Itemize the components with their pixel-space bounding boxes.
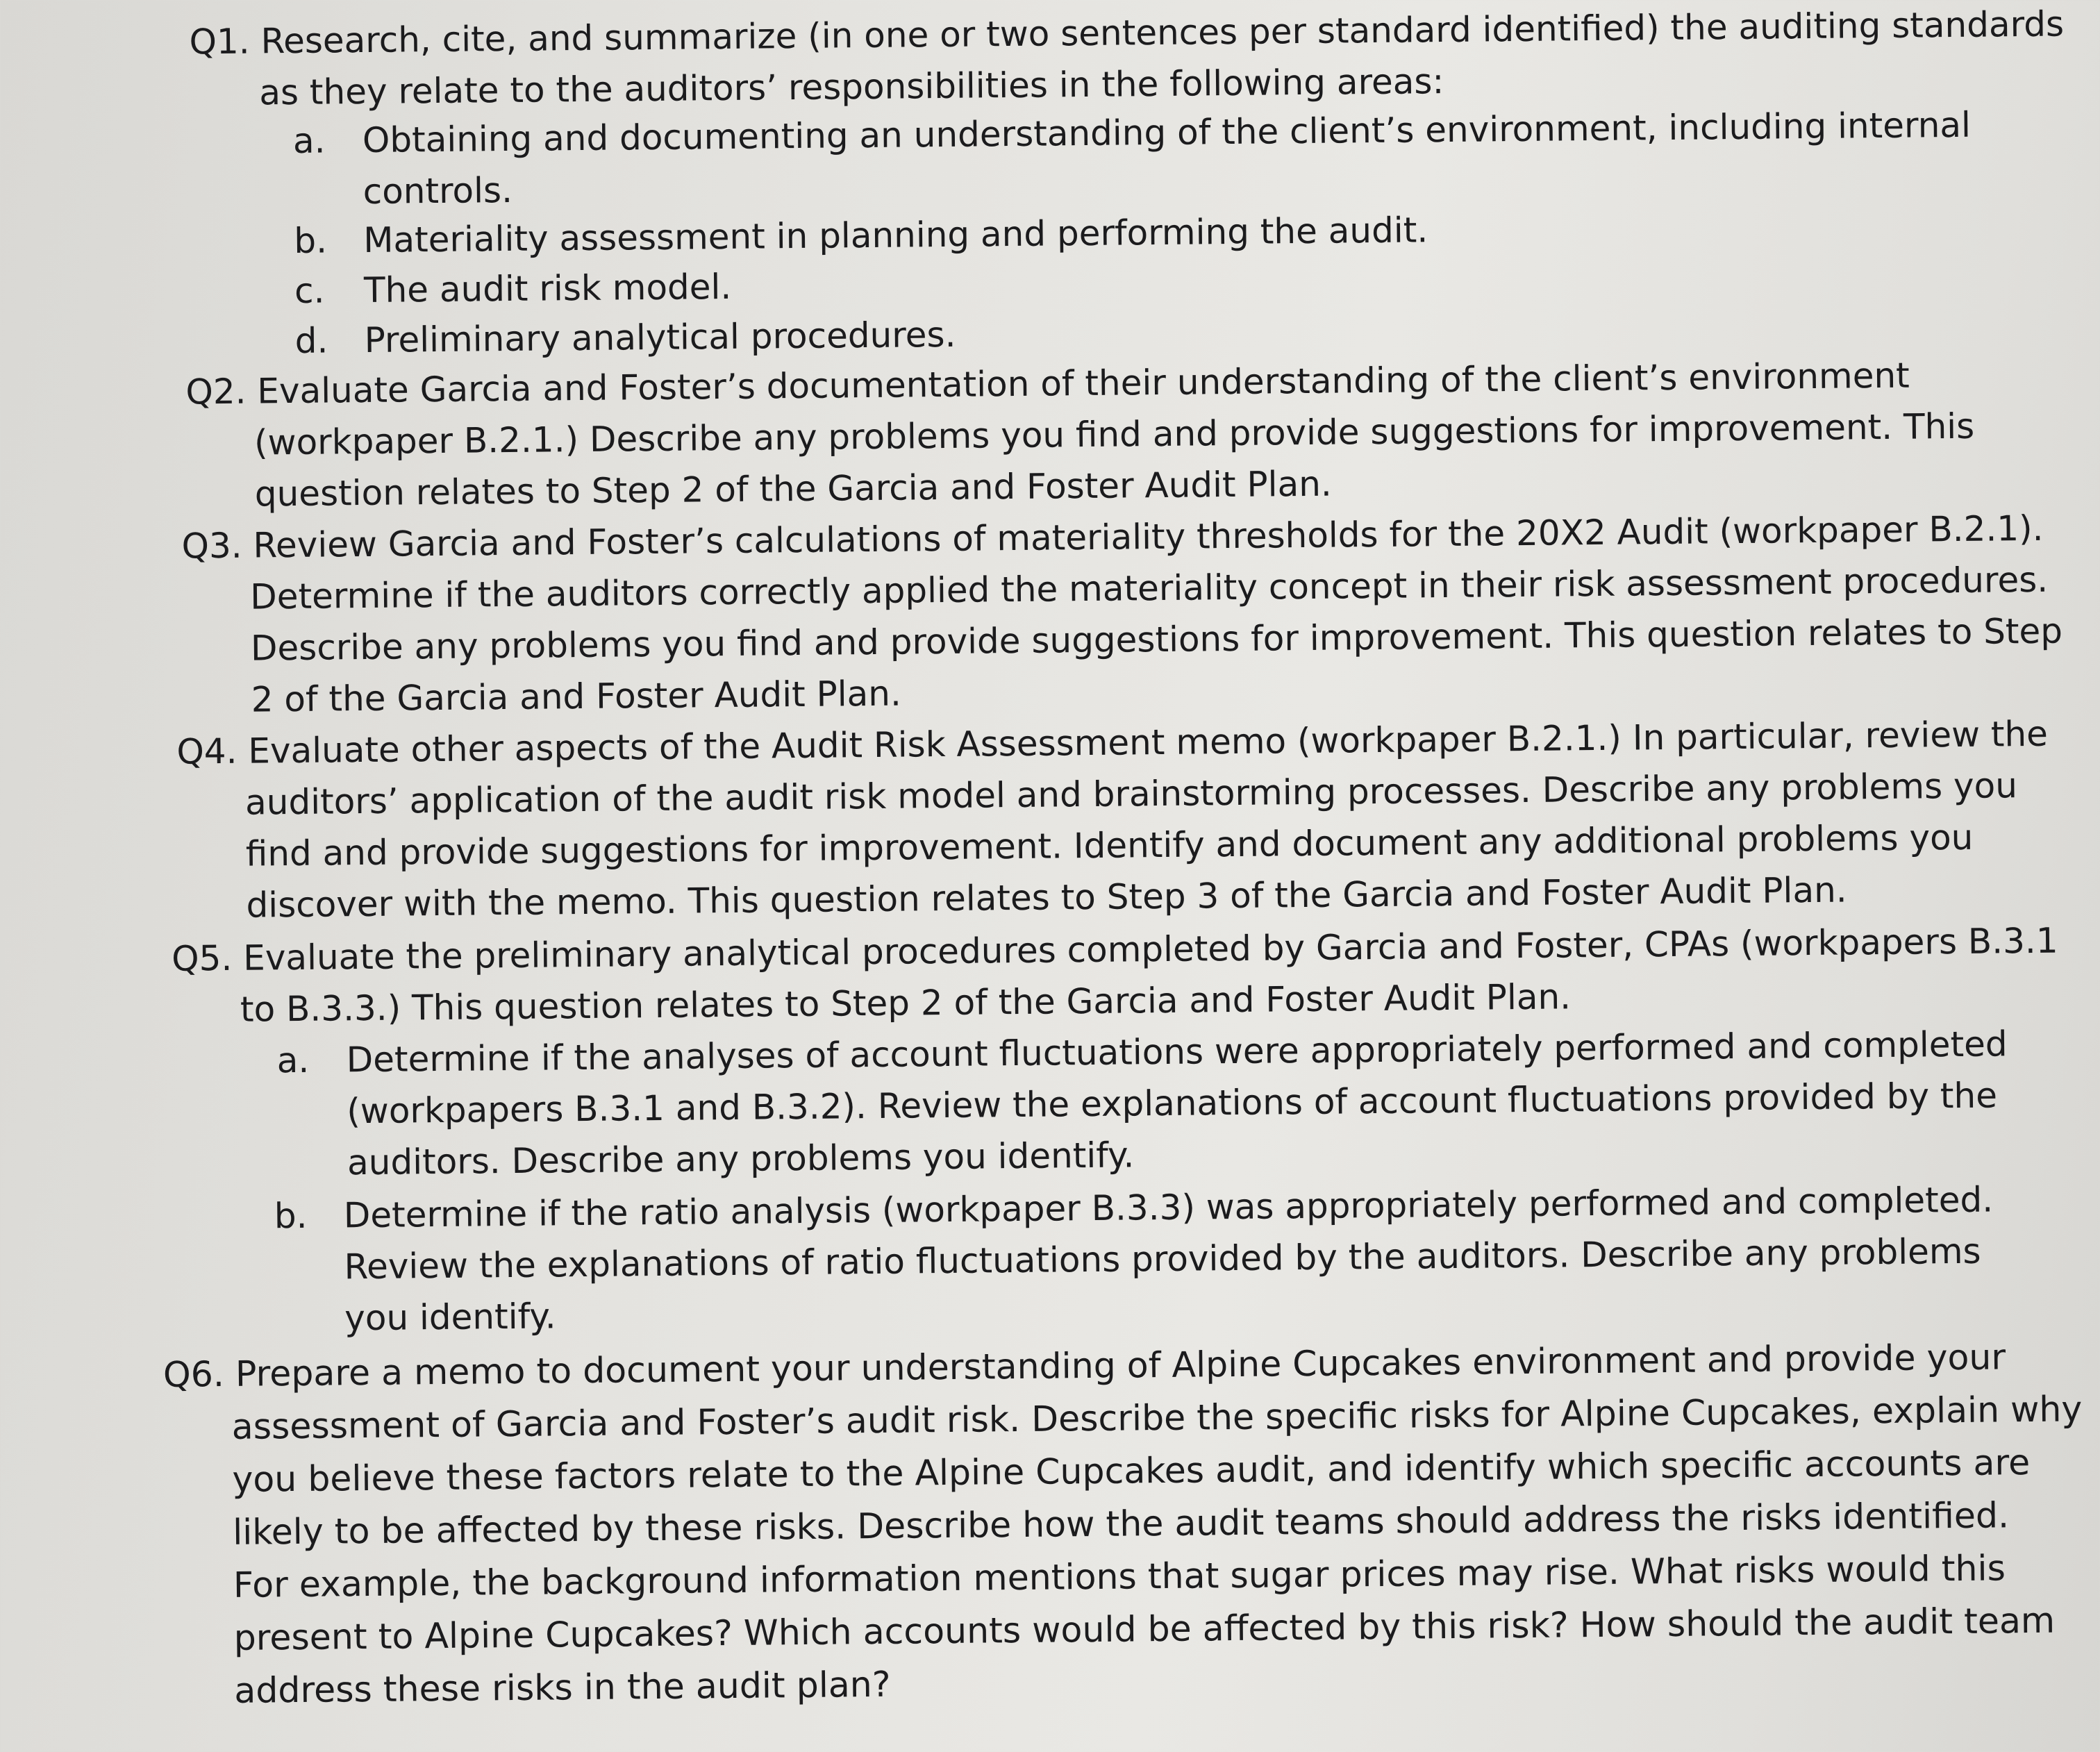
q3-line-4: 2 of the Garcia and Foster Audit Plan. — [251, 673, 902, 720]
q5-item-b-letter: b. — [274, 1195, 308, 1237]
question-q3 — [181, 503, 2063, 726]
q5-line-1: Q5. Evaluate the preliminary analytical procedures completed by Garcia and Foster, CPAs (workpapers B.3.1 — [171, 920, 2058, 979]
question-q5 — [172, 915, 2059, 1036]
q6-line-7: address these risks in the audit plan? — [234, 1663, 891, 1711]
q6-line-3: you believe these factors relate to the Alpine Cupcakes audit, and identify which specific accounts are — [232, 1442, 2031, 1500]
q1-line-1: Q1. Research, cite, and summarize (in one or two sentences per standard identified) the auditing standards — [189, 3, 2065, 62]
q6-line-5: For example, the background information mentions that sugar prices may rise. What risks would this — [233, 1547, 2006, 1605]
q4-line-2: auditors’ application of the audit risk model and brainstorming processes. Describe any problems you — [244, 765, 2018, 823]
q5-item-b-line-1: Determine if the ratio analysis (workpaper B.3.3) was appropriately performed and completed. — [343, 1179, 1994, 1236]
q3-line-2: Determine if the auditors correctly applied the materiality concept in their risk assessment procedures. — [249, 559, 2049, 617]
q6-line-4: likely to be affected by these risks. Describe how the audit teams should address the risks identified. — [232, 1494, 2010, 1553]
q2-line-1: Q2. Evaluate Garcia and Foster’s documentation of their understanding of the client’s environment — [185, 355, 1910, 412]
q1-item-a-line-2: controls. — [362, 169, 513, 212]
q6-line-2: assessment of Garcia and Foster’s audit risk. Describe the specific risks for Alpine Cupcakes, explain why — [231, 1388, 2083, 1447]
q2-line-3: question relates to Step 2 of the Garcia and Foster Audit Plan. — [254, 463, 1333, 515]
q1-item-d-line-1: Preliminary analytical procedures. — [364, 314, 956, 360]
q5-item-a-line-1: Determine if the analyses of account fluctuations were appropriately performed and completed — [346, 1024, 2008, 1081]
q2-line-2: (workpaper B.2.1.) Describe any problems you find and provide suggestions for improvement. This — [253, 406, 1975, 463]
q5-item-b-line-3: you identify. — [344, 1296, 556, 1339]
q1-item-b-line-1: Materiality assessment in planning and performing the audit. — [363, 210, 1428, 260]
q5-item-a-letter: a. — [276, 1040, 310, 1081]
q1-item-a-letter: a. — [292, 120, 326, 161]
q3-line-1: Q3. Review Garcia and Foster’s calculations of materiality thresholds for the 20X2 Audit (workpaper B.2.1). — [181, 508, 2044, 567]
q4-line-1: Q4. Evaluate other aspects of the Audit Risk Assessment memo (workpaper B.2.1.) In particular, review the — [176, 713, 2049, 772]
q6-line-6: present to Alpine Cupcakes? Which accounts would be affected by this risk? How should the audit team — [233, 1599, 2056, 1658]
q1-item-b-letter: b. — [294, 220, 328, 261]
q5-item-b-line-2: Review the explanations of ratio fluctuations provided by the auditors. Describe any problems — [344, 1230, 1981, 1287]
q5-item-a-line-2: (workpapers B.3.1 and B.3.2). Review the explanations of account fluctuations provided by the — [347, 1075, 1998, 1132]
q1-line-2: as they relate to the auditors’ responsibilities in the following areas: — [259, 61, 1444, 113]
q1-item-d-letter: d. — [294, 320, 328, 361]
q1-item-c-line-1: The audit risk model. — [363, 266, 732, 310]
q6-line-1: Q6. Prepare a memo to document your understanding of Alpine Cupcakes environment and provide your — [162, 1336, 2006, 1395]
question-q4 — [176, 708, 2049, 932]
question-q2 — [185, 349, 1975, 521]
q5-line-2: to B.3.3.) This question relates to Step 2 of the Garcia and Foster Audit Plan. — [240, 976, 1572, 1030]
q4-line-3: find and provide suggestions for improvement. Identify and document any additional problems you — [245, 817, 1974, 874]
q1-item-c-letter: c. — [294, 270, 325, 311]
q4-line-4: discover with the memo. This question relates to Step 3 of the Garcia and Foster Audit Plan. — [246, 869, 1847, 926]
q3-line-3: Describe any problems you find and provide suggestions for improvement. This question relates to Step — [250, 610, 2063, 669]
q5-item-a-line-3: auditors. Describe any problems you identify. — [347, 1135, 1135, 1183]
question-q6 — [163, 1330, 2085, 1717]
q1-item-a-line-1: Obtaining and documenting an understanding of the client’s environment, including internal — [362, 104, 1972, 160]
